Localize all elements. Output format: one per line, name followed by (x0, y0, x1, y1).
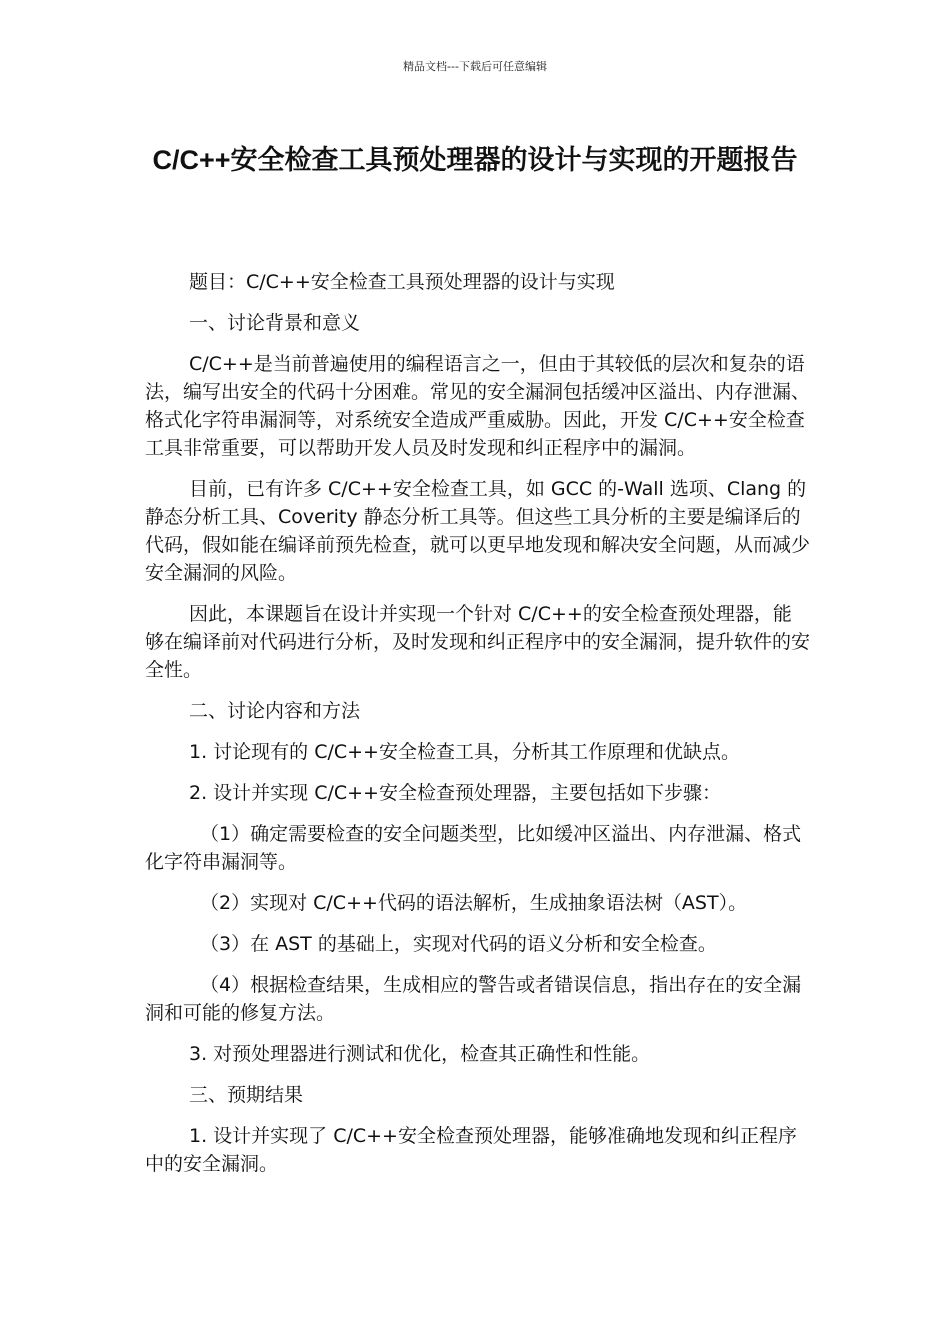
method-step-2: （2）实现对 C/C++代码的语法解析，生成抽象语法树（AST）。 (200, 892, 748, 914)
section-heading-results: 三、预期结果 (189, 1084, 304, 1106)
paragraph-background-1: C/C++是当前普遍使用的编程语言之一，但由于其较低的层次和复杂的语法，编写出安全的代码十分困难。常见的安全漏洞包括缓冲区溢出、内存泄漏、格式化字符串漏洞等，对系统安全造成严重威胁。因此，开发 C/C++安全检查工具非常重要，可以帮助开发人员及时发现和纠正程序中的漏洞。 (145, 353, 811, 459)
method-step-1: （1）确定需要检查的安全问题类型，比如缓冲区溢出、内存泄漏、格式化字符串漏洞等。 (145, 823, 802, 873)
method-item-1: 1. 讨论现有的 C/C++安全检查工具，分析其工作原理和优缺点。 (189, 741, 740, 763)
document-body (145, 268, 810, 1191)
method-step-4: （4）根据检查结果，生成相应的警告或者错误信息，指出存在的安全漏洞和可能的修复方法。 (145, 974, 802, 1024)
paragraph-background-2: 目前，已有许多 C/C++安全检查工具，如 GCC 的-Wall 选项、Clang 的静态分析工具、Coverity 静态分析工具等。但这些工具分析的主要是编译后的代码，假如能在编译前预先检查，就可以更早地发现和解决安全问题，从而减少安全漏洞的风险。 (145, 478, 811, 584)
document-title: C/C++安全检查工具预处理器的设计与实现的开题报告 (152, 145, 798, 175)
method-item-2: 2. 设计并实现 C/C++安全检查预处理器，主要包括如下步骤： (189, 782, 721, 804)
method-step-3: （3）在 AST 的基础上，实现对代码的语义分析和安全检查。 (200, 933, 717, 955)
topic-line: 题目：C/C++安全检查工具预处理器的设计与实现 (189, 271, 615, 293)
section-heading-methods: 二、讨论内容和方法 (189, 700, 361, 722)
section-heading-background: 一、讨论背景和意义 (189, 312, 361, 334)
method-item-3: 3. 对预处理器进行测试和优化，检查其正确性和性能。 (189, 1043, 651, 1065)
result-item-1: 1. 设计并实现了 C/C++安全检查预处理器，能够准确地发现和纠正程序中的安全漏洞。 (145, 1125, 797, 1175)
page-header-note: 精品文档---下载后可任意编辑 (403, 60, 547, 73)
paragraph-background-3: 因此，本课题旨在设计并实现一个针对 C/C++的安全检查预处理器，能够在编译前对代码进行分析，及时发现和纠正程序中的安全漏洞，提升软件的安全性。 (145, 603, 811, 681)
